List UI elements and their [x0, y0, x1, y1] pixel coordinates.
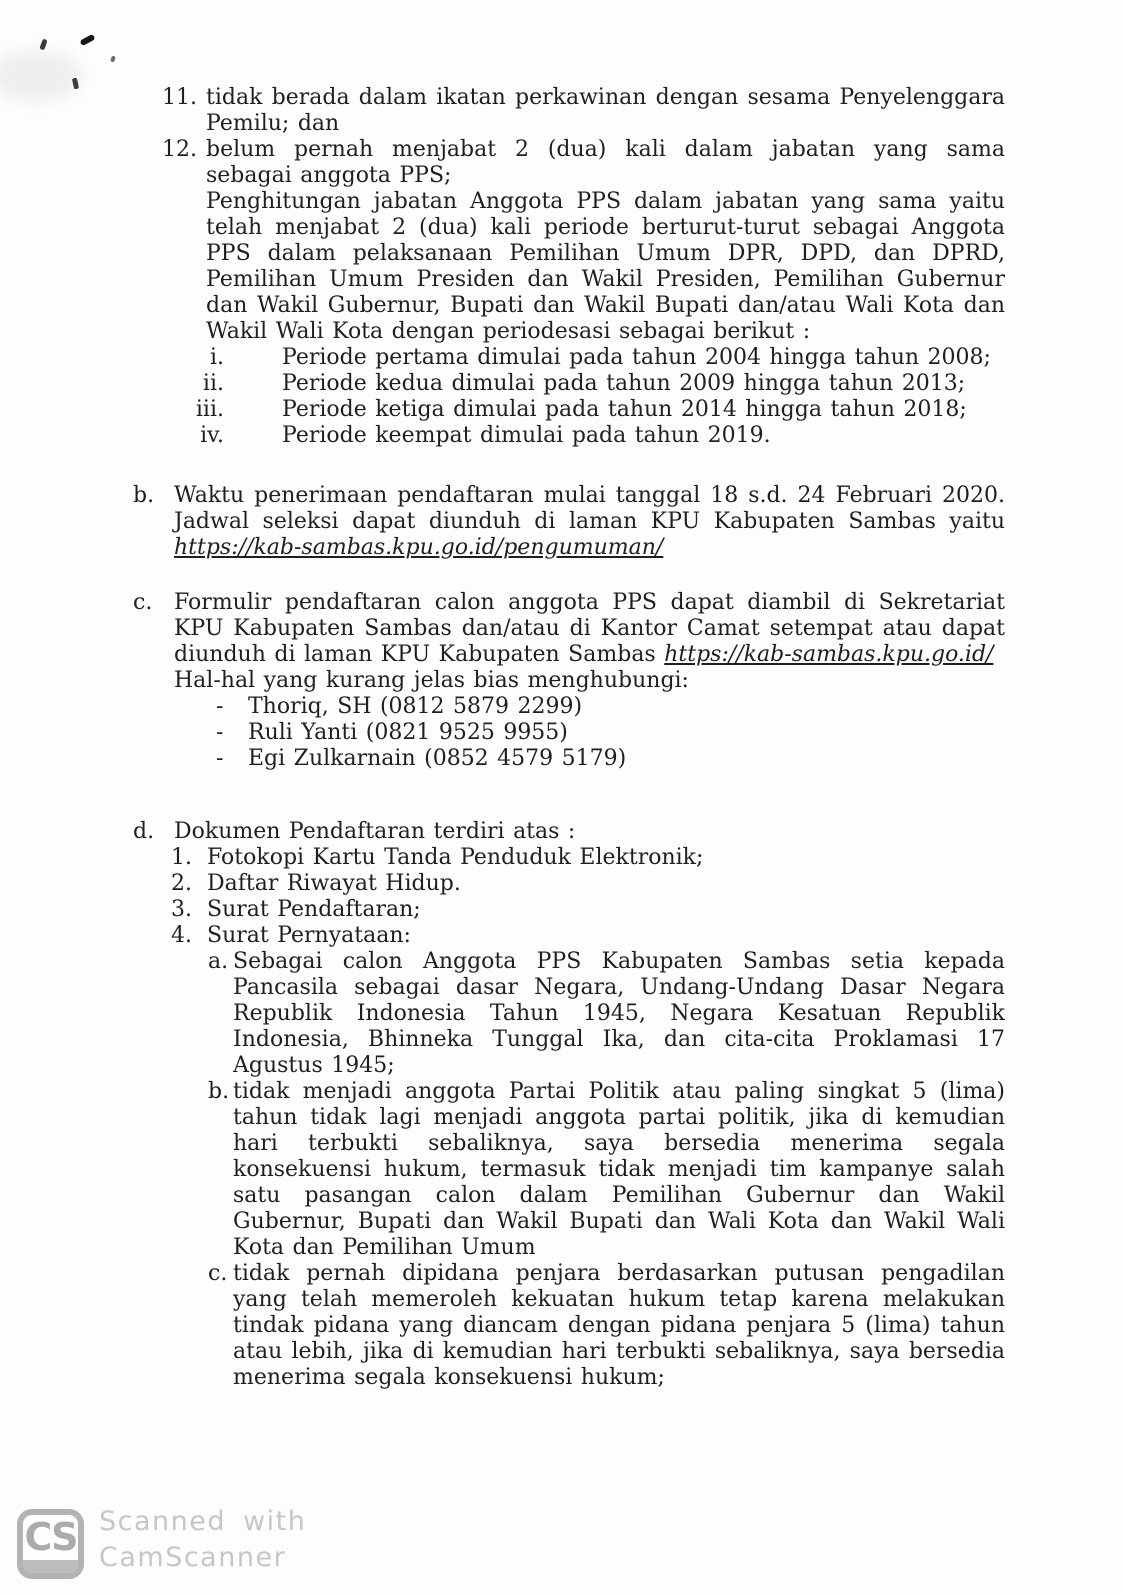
- list-marker: 2.: [171, 871, 192, 896]
- item-text: tidak berada dalam ikatan perkawinan dengan sesama Penyelenggara Pemilu; dan: [206, 85, 1005, 136]
- list-marker: 4.: [171, 923, 192, 948]
- period-item-iii: [133, 397, 1005, 423]
- item-text: Periode keempat dimulai pada tahun 2019.: [282, 423, 771, 448]
- period-item-iv: [133, 423, 1005, 449]
- contact-item-ruli: [174, 720, 1005, 746]
- contact-text: Thoriq, SH (0812 5879 2299): [248, 694, 583, 719]
- item-text: belum pernah menjabat 2 (dua) kali dalam jabatan yang sama sebagai anggota PPS;: [206, 137, 1005, 188]
- list-marker: -: [216, 746, 224, 771]
- contact-item-egi: [174, 746, 1005, 772]
- contact-list: [174, 694, 1005, 772]
- section-b: [133, 483, 1005, 561]
- list-marker: 1.: [171, 845, 192, 870]
- numbered-item-11: [133, 85, 1005, 137]
- item-text: Periode pertama dimulai pada tahun 2004 hingga tahun 2008;: [282, 345, 991, 370]
- list-marker: ii.: [202, 371, 224, 396]
- section-d-title: Dokumen Pendaftaran terdiri atas :: [174, 819, 576, 844]
- camscanner-logo-strip: [23, 1560, 78, 1573]
- document-list: [133, 845, 1005, 949]
- statement-item-a: [133, 949, 1005, 1079]
- period-item-ii: [133, 371, 1005, 397]
- document-list-item-2: [133, 871, 1005, 897]
- item-text: Surat Pendaftaran;: [207, 897, 421, 922]
- list-marker: i.: [209, 345, 224, 370]
- statement-list: [133, 949, 1005, 1391]
- section-marker: b.: [133, 483, 155, 508]
- watermark-line-2: CamScanner: [99, 1542, 287, 1573]
- scan-smudge: [0, 50, 82, 102]
- list-marker: iv.: [200, 423, 224, 448]
- period-item-i: [133, 345, 1005, 371]
- list-marker: -: [216, 720, 224, 745]
- list-marker: a.: [208, 949, 229, 974]
- camscanner-watermark-text: [99, 1504, 306, 1576]
- ink-mark-2: [79, 34, 95, 46]
- list-marker: b.: [208, 1079, 230, 1104]
- section-marker: c.: [133, 590, 153, 615]
- list-marker: 3.: [171, 897, 192, 922]
- contact-item-thoriq: [174, 694, 1005, 720]
- section-c-text: Formulir pendaftaran calon anggota PPS dapat diambil di Sekretariat KPU Kabupaten Sambas dan/atau di Kantor Camat setempat atau dapat diunduh di laman KPU Kabupaten Sambas: [174, 590, 1005, 667]
- document-content: [133, 85, 1005, 1391]
- item-12-continuation: Penghitungan jabatan Anggota PPS dalam jabatan yang sama yaitu telah menjabat 2 (dua) kali periode berturut-turut sebagai Anggota PPS dalam pelaksanaan Pemilihan Umum DPR, DPD, dan DPRD, Pemilihan Umum Presiden dan Wakil Presiden, Pemilihan Gubernur dan Wakil Gubernur, Bupati dan Wakil Bupati dan/atau Wali Kota dan Wakil Wali Kota dengan periodesasi sebagai berikut :: [206, 189, 1005, 344]
- statement-item-b: [133, 1079, 1005, 1261]
- list-marker: 12.: [162, 137, 197, 162]
- ink-mark-1: [39, 38, 47, 50]
- document-list-item-3: [133, 897, 1005, 923]
- camscanner-logo: [17, 1509, 84, 1579]
- section-c: [133, 590, 1005, 772]
- item-text: Periode ketiga dimulai pada tahun 2014 hingga tahun 2018;: [282, 397, 967, 422]
- item-text: Periode kedua dimulai pada tahun 2009 hingga tahun 2013;: [282, 371, 966, 396]
- list-marker: c.: [208, 1261, 228, 1286]
- document-list-item-4: [133, 923, 1005, 949]
- section-b-text: Waktu penerimaan pendaftaran mulai tanggal 18 s.d. 24 Februari 2020. Jadwal seleksi dapat diunduh di laman KPU Kabupaten Sambas yaitu: [174, 483, 1005, 534]
- list-marker: 11.: [162, 85, 197, 110]
- watermark-line-1: Scanned with: [99, 1506, 307, 1537]
- statement-text: Sebagai calon Anggota PPS Kabupaten Sambas setia kepada Pancasila sebagai dasar Negara, Undang-Undang Dasar Negara Republik Indonesia Tahun 1945, Negara Kesatuan Republik Indonesia, Bhinneka Tunggal Ika, dan cita-cita Proklamasi 17 Agustus 1945;: [233, 949, 1005, 1078]
- statement-text: tidak menjadi anggota Partai Politik atau paling singkat 5 (lima) tahun tidak lagi menjadi anggota partai politik, jika di kemudian hari terbukti sebaliknya, saya bersedia menerima segala konsekuensi hukum, termasuk tidak menjadi tim kampanye salah satu pasangan calon dalam Pemilihan Gubernur dan Wakil Gubernur, Bupati dan Wakil Bupati dan Wali Kota dan Wakil Wali Kota dan Pemilihan Umum: [233, 1079, 1005, 1260]
- list-marker: -: [216, 694, 224, 719]
- section-marker: d.: [133, 819, 155, 844]
- document-list-item-1: [133, 845, 1005, 871]
- item-text: Fotokopi Kartu Tanda Penduduk Elektronik;: [207, 845, 704, 870]
- contact-text: Egi Zulkarnain (0852 4579 5179): [248, 746, 627, 771]
- contact-intro: Hal-hal yang kurang jelas bias menghubungi:: [174, 668, 689, 693]
- section-d: [133, 819, 1005, 845]
- period-list: [133, 345, 1005, 449]
- numbered-item-12: [133, 137, 1005, 189]
- camscanner-logo-letters: CS: [24, 1515, 77, 1559]
- statement-item-c: [133, 1261, 1005, 1391]
- list-marker: iii.: [195, 397, 224, 422]
- registration-schedule-url: https://kab-sambas.kpu.go.id/pengumuman/: [174, 535, 664, 560]
- contact-text: Ruli Yanti (0821 9525 9955): [248, 720, 568, 745]
- kpu-website-url: https://kab-sambas.kpu.go.id/: [664, 642, 994, 667]
- item-text: Daftar Riwayat Hidup.: [207, 871, 461, 896]
- item-text: Surat Pernyataan:: [207, 923, 411, 948]
- statement-text: tidak pernah dipidana penjara berdasarkan putusan pengadilan yang telah memeroleh kekuatan hukum tetap karena melakukan tindak pidana yang diancam dengan pidana penjara 5 (lima) tahun atau lebih, jika di kemudian hari terbukti sebaliknya, saya bersedia menerima segala konsekuensi hukum;: [233, 1261, 1005, 1390]
- ink-mark-3: [110, 56, 116, 63]
